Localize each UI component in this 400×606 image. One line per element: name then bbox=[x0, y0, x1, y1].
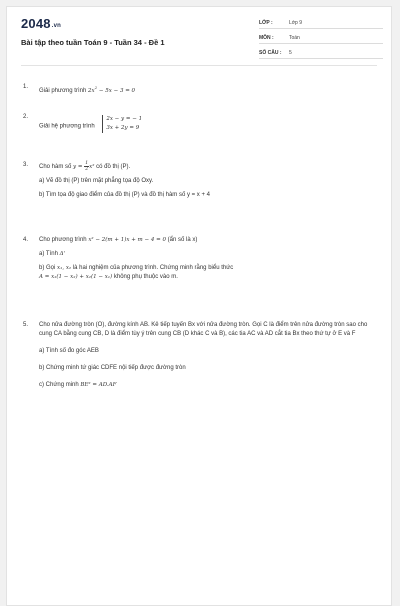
sub-question-a: a) Tính số đo góc AEB bbox=[39, 348, 99, 354]
sub-question-b: b) Gọi x₁, x₂ là hai nghiệm của phương trình. Chứng minh rằng biểu thức bbox=[39, 265, 234, 271]
sub-question-c: c) Chứng minh BE² = AD.AF bbox=[39, 382, 117, 388]
question-text: Giải phương trình bbox=[39, 87, 87, 94]
equation: $2x^2 - 5x - 3 = 0$ bbox=[87, 85, 136, 94]
question-2 bbox=[23, 114, 381, 133]
meta-label: MÔN : bbox=[259, 34, 274, 41]
question-text: có đồ thị (P). bbox=[96, 164, 131, 170]
sub-question-a: a) Tính Δ' bbox=[39, 251, 66, 257]
equation-1: 2x − y = − 1 bbox=[106, 116, 143, 122]
question-3 bbox=[23, 161, 381, 200]
meta-label: SỐ CÂU : bbox=[259, 49, 282, 56]
question-5 bbox=[23, 321, 381, 390]
page-title: Bài tập theo tuần Toán 9 - Tuần 34 - Đề 1 bbox=[21, 38, 165, 47]
sub-question-b-cont: A = x₁(1 − x₂) + x₂(1 − x₁) không phụ thuộc vào m. bbox=[39, 274, 178, 280]
question-number: 3. bbox=[23, 162, 29, 168]
question-number: 5. bbox=[23, 322, 29, 328]
meta-class-row bbox=[259, 17, 383, 29]
sub-question-b: b) Chứng minh tứ giác CDFE nội tiếp được đường tròn bbox=[39, 365, 186, 371]
equation-system bbox=[102, 115, 142, 133]
meta-value: Toán bbox=[289, 34, 300, 41]
meta-label: LỚP : bbox=[259, 19, 273, 26]
logo-suffix: .vn bbox=[51, 23, 62, 29]
meta-info bbox=[259, 17, 383, 62]
meta-subject-row bbox=[259, 32, 383, 44]
question-text: Cho hàm số bbox=[39, 164, 72, 170]
sub-question-a: a) Vẽ đồ thị (P) trên mặt phẳng tọa độ Oxy. bbox=[39, 178, 154, 184]
equation: x² − 2(m + 1)x + m − 4 = 0 bbox=[88, 237, 166, 243]
meta-count-row bbox=[259, 47, 383, 59]
question-1 bbox=[23, 83, 381, 96]
function-expression: y = $\frac{1}{2}$ x² bbox=[73, 161, 95, 172]
question-number: 4. bbox=[23, 237, 29, 243]
question-text: (ẩn số là x) bbox=[167, 237, 198, 243]
equation-2: 3x + 2y = 9 bbox=[106, 125, 140, 131]
sub-question-b: b) Tìm tọa độ giao điểm của đồ thị (P) và đồ thị hàm số y = x + 4 bbox=[39, 192, 210, 198]
worksheet-page bbox=[6, 6, 392, 606]
question-number: 1. bbox=[23, 84, 29, 90]
meta-value: Lớp 9 bbox=[289, 19, 303, 26]
question-text: Cho nửa đường tròn (O), đường kính AB. Kẻ tiếp tuyến Bx với nửa đường tròn. Gọi C là điểm trên nửa đường tròn sao cho cung CA bằng cung CB, D là điểm tùy ý trên cung CB (D khác C và B), các tia AC và AD cắt tia Bx theo thứ tự ở E và F bbox=[39, 322, 368, 337]
header-divider bbox=[21, 65, 377, 66]
site-logo[interactable] bbox=[21, 16, 61, 31]
question-number: 2. bbox=[23, 114, 29, 120]
question-4 bbox=[23, 236, 381, 282]
logo-text: 2048 bbox=[21, 16, 51, 31]
question-text: Cho phương trình bbox=[39, 237, 87, 243]
question-text: Giải hệ phương trình bbox=[39, 123, 95, 130]
meta-value: 5 bbox=[289, 49, 292, 56]
